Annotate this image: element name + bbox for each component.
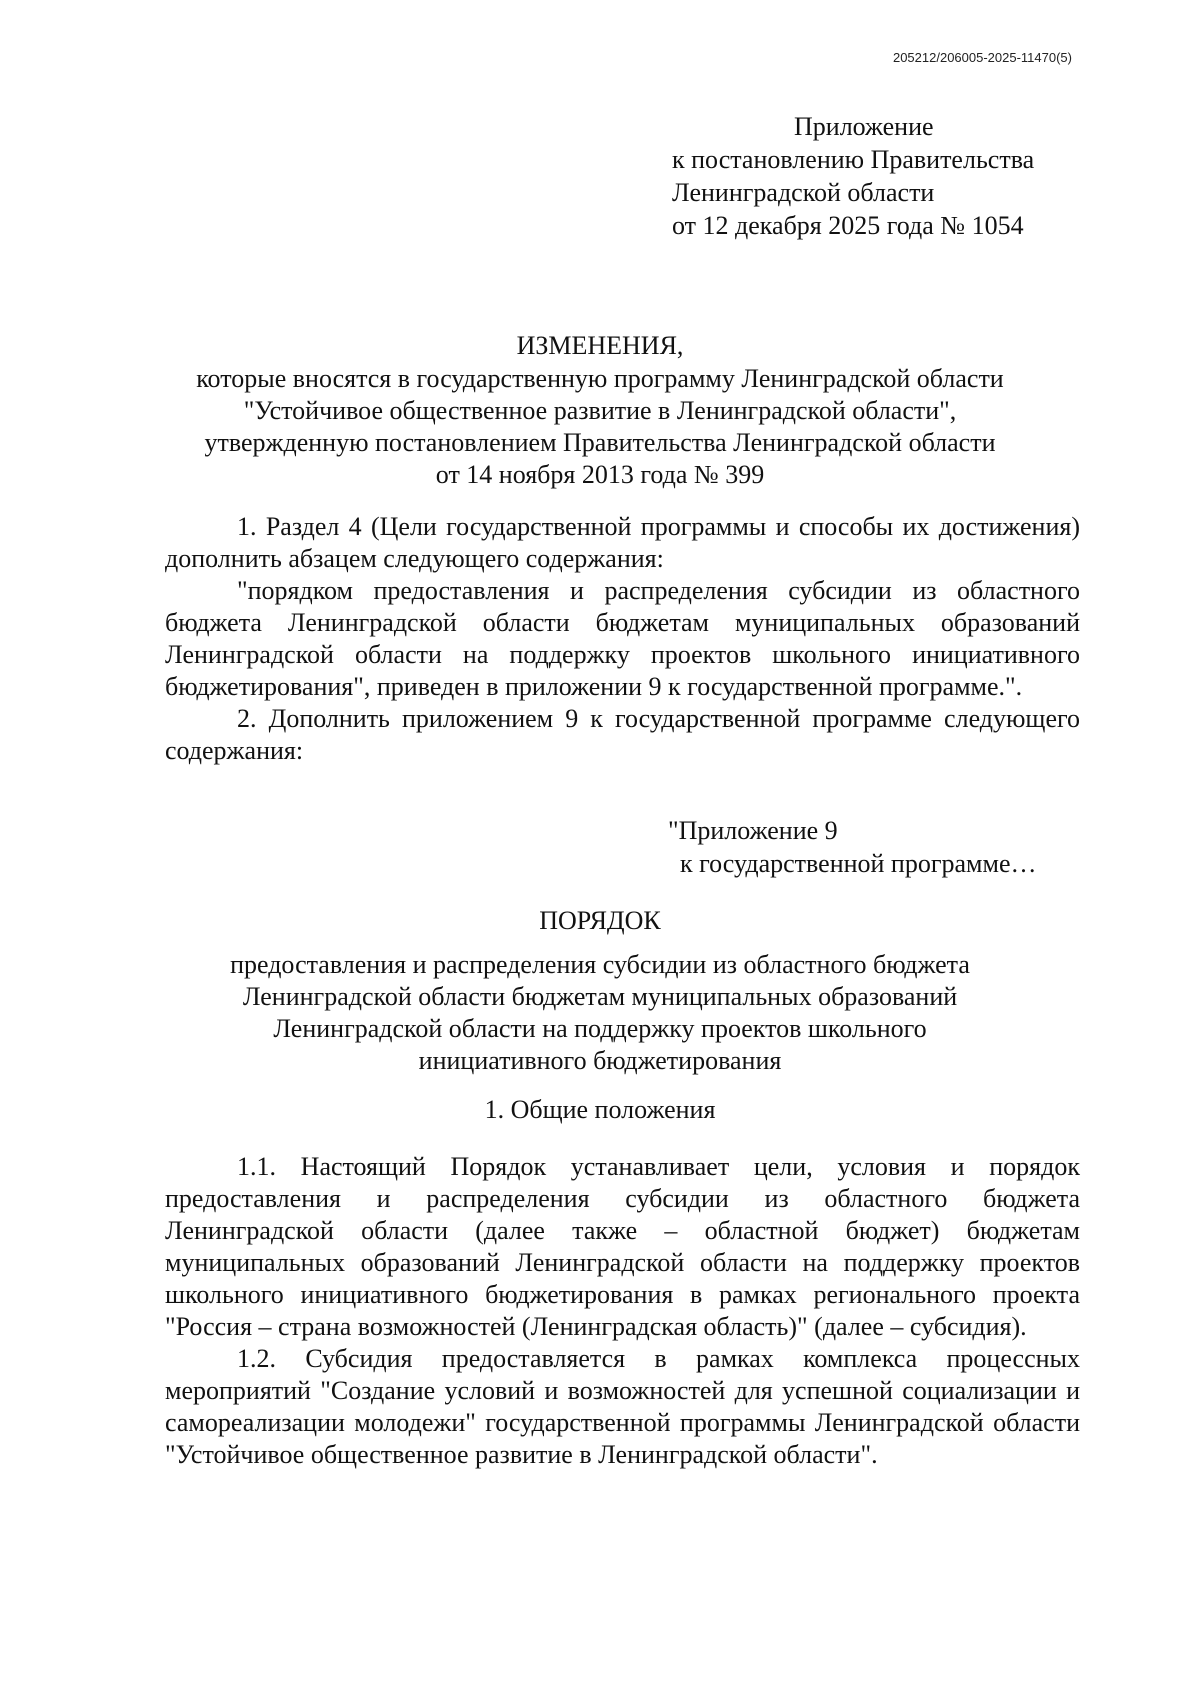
changes-title-line-2: "Устойчивое общественное развитие в Ленинградской области",: [243, 396, 957, 425]
item-1-quote-paragraph: "порядком предоставления и распределения субсидии из областного бюджета Ленинградской области бюджетам муниципальных образований Ленинградской области на поддержку проектов школьного инициативного бюджетирования", приведен в приложении 9 к государственной программе.".: [165, 576, 1080, 701]
section-1-body: [165, 1151, 1080, 1471]
order-title-line-3: Ленинградской области на поддержку проектов школьного: [273, 1014, 927, 1043]
paragraph-1-2: 1.2. Субсидия предоставляется в рамках комплекса процессных мероприятий "Создание условий и возможностей для успешной социализации и самореализации молодежи" государственной программы Ленинградской области "Устойчивое общественное развитие в Ленинградской области".: [165, 1344, 1080, 1469]
changes-title-main: ИЗМЕНЕНИЯ,: [516, 331, 684, 360]
order-title-line-2: Ленинградской области бюджетам муниципальных образований: [242, 982, 958, 1011]
annex-line-2: к постановлению Правительства: [672, 145, 1035, 174]
order-title-main: ПОРЯДОК: [539, 906, 661, 935]
item-2-paragraph: 2. Дополнить приложением 9 к государственной программе следующего содержания:: [165, 704, 1080, 765]
section-1-heading: 1. Общие положения: [484, 1095, 716, 1124]
document-id: 205212/206005-2025-11470(5): [892, 50, 1072, 65]
appendix-9-line-1: "Приложение 9: [668, 816, 838, 845]
item-1-paragraph: 1. Раздел 4 (Цели государственной программы и способы их достижения) дополнить абзацем следующего содержания:: [165, 512, 1080, 573]
order-title-line-4: инициативного бюджетирования: [418, 1046, 782, 1075]
changes-title-line-1: которые вносятся в государственную программу Ленинградской области: [196, 364, 1004, 393]
order-title: [140, 905, 1060, 1077]
annex-line-3: Ленинградской области: [672, 178, 935, 207]
changes-title-line-4: от 14 ноября 2013 года № 399: [435, 460, 765, 489]
annex-line-4: от 12 декабря 2025 года № 1054: [672, 211, 1024, 240]
changes-title-line-3: утвержденную постановлением Правительства Ленинградской области: [204, 428, 996, 457]
appendix-9-header: [668, 814, 1037, 880]
annex-line-1: Приложение: [794, 112, 934, 141]
order-title-line-1: предоставления и распределения субсидии из областного бюджета: [230, 950, 970, 979]
annex-header: [672, 110, 1034, 242]
appendix-9-line-2: к государственной программе…: [680, 849, 1037, 878]
changes-title: [140, 330, 1060, 491]
paragraph-1-1: 1.1. Настоящий Порядок устанавливает цели, условия и порядок предоставления и распределения субсидии из областного бюджета Ленинградской области (далее также – областной бюджет) бюджетам муниципальных образований Ленинградской области на поддержку проектов школьного инициативного бюджетирования в рамках регионального проекта "Россия – страна возможностей (Ленинградская область)" (далее – субсидия).: [165, 1152, 1080, 1341]
changes-body: [165, 511, 1080, 767]
